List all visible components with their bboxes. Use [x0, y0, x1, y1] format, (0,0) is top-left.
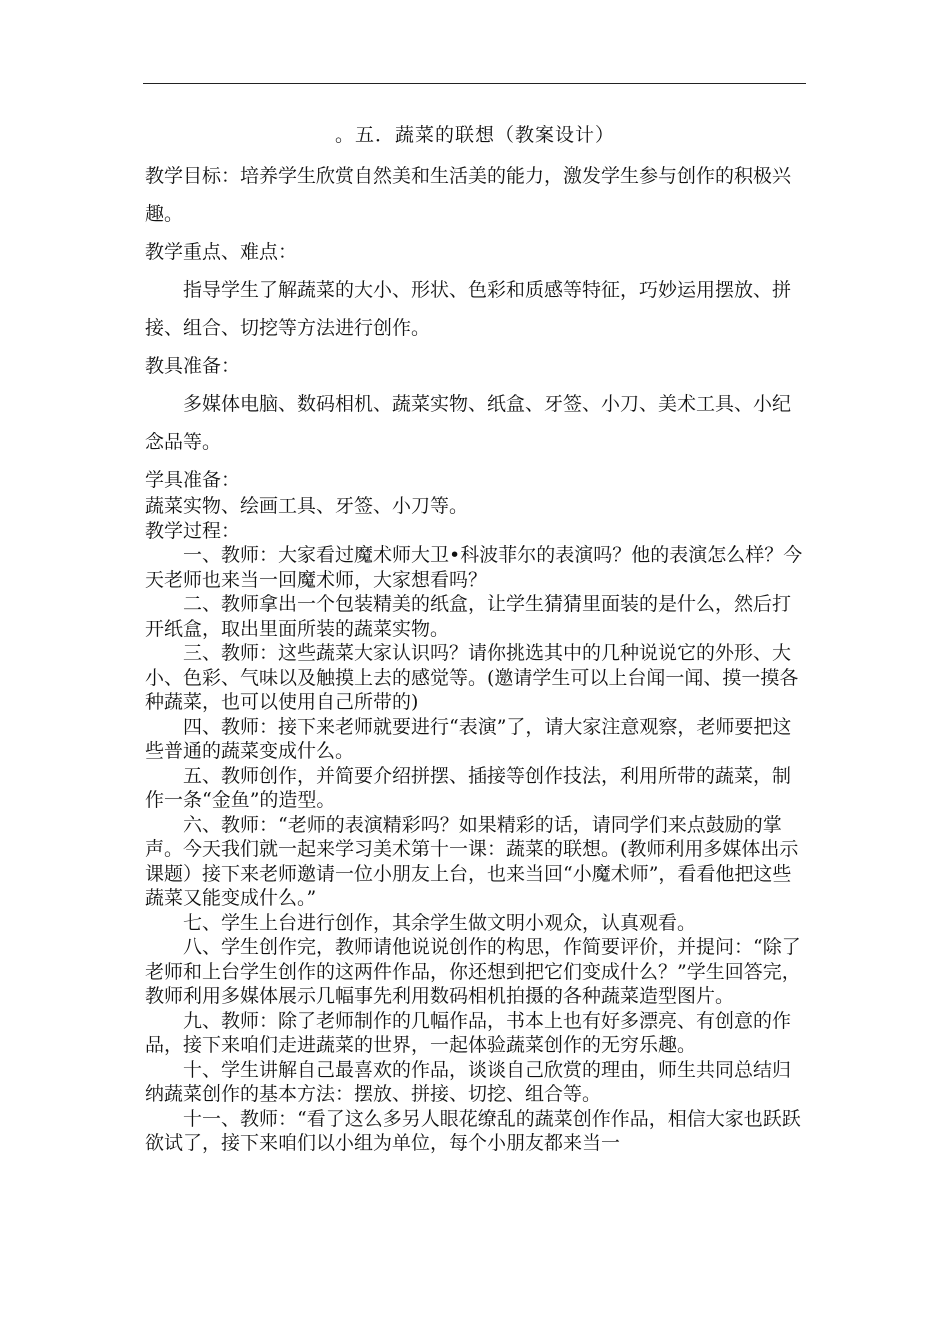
key-points-body: 指导学生了解蔬菜的大小、形状、色彩和质感等特征，巧妙运用摆放、拼接、组合、切挖等方法进行创作。: [145, 279, 792, 339]
learning-aids-heading: 学具准备：: [145, 469, 241, 491]
process-step-11: 十一、教师：“看了这么多另人眼花缭乱的蔬菜创作作品，相信大家也跃跃欲试了，接下来咱们以小组为单位，每个小朋友都来当一: [145, 1107, 801, 1154]
process-heading: 教学过程：: [145, 519, 241, 542]
teaching-aids-body: 多媒体电脑、数码相机、蔬菜实物、纸盒、牙签、小刀、美术工具、小纪念品等。: [145, 393, 792, 453]
process-step-3: 三、教师：这些蔬菜大家认识吗？请你挑选其中的几种说说它的外形、大小、色彩、气味以及触摸上去的感觉等。(邀请学生可以上台闻一闻、摸一摸各种蔬菜，也可以使用自己所带的): [145, 642, 799, 713]
upper-section: [145, 157, 807, 507]
teaching-aids-heading: 教具准备：: [145, 355, 241, 377]
teaching-goal: 教学目标：培养学生欣赏自然美和生活美的能力，激发学生参与创作的积极兴趣。: [145, 165, 792, 225]
process-section: [145, 494, 807, 1156]
process-step-8: 八、学生创作完，教师请他说说创作的构思，作简要评价，并提问：“除了老师和上台学生创作的这两件作品，你还想到把它们变成什么？”学生回答完，教师利用多媒体展示几幅事先利用数码相机拍摄的各种蔬菜造型图片。: [145, 936, 801, 1007]
document-title: 。五．蔬菜的联想（教案设计）: [334, 124, 615, 146]
process-step-4: 四、教师：接下来老师就要进行“表演”了，请大家注意观察，老师要把这些普通的蔬菜变成什么。: [145, 715, 792, 762]
process-step-1: 一、教师：大家看过魔术师大卫•科波菲尔的表演吗？他的表演怎么样？今天老师也来当一回魔术师，大家想看吗？: [145, 544, 803, 591]
process-step-9: 九、教师：除了老师制作的几幅作品，书本上也有好多漂亮、有创意的作品，接下来咱们走进蔬菜的世界，一起体验蔬菜创作的无穷乐趣。: [145, 1009, 792, 1056]
process-step-6: 六、教师：“老师的表演精彩吗？如果精彩的话，请同学们来点鼓励的掌声。今天我们就一起来学习美术第十一课：蔬菜的联想。(教师利用多媒体出示课题）接下来老师邀请一位小朋友上台，也来当回“小魔术师”，看看他把这些蔬菜又能变成什么。”: [145, 813, 799, 909]
process-step-10: 十、学生讲解自己最喜欢的作品，谈谈自己欣赏的理由，师生共同总结归纳蔬菜创作的基本方法：摆放、拼接、切挖、组合等。: [145, 1058, 792, 1105]
key-points-heading: 教学重点、难点：: [145, 241, 298, 263]
process-step-5: 五、教师创作，并简要介绍拼摆、插接等创作技法，利用所带的蔬菜，制作一条“金鱼”的造型。: [145, 764, 792, 811]
header-rule: [143, 83, 806, 84]
process-step-7: 七、学生上台进行创作，其余学生做文明小观众，认真观看。: [183, 911, 697, 934]
learning-aids-body: 蔬菜实物、绘画工具、牙签、小刀等。: [145, 495, 469, 517]
process-step-2: 二、教师拿出一个包装精美的纸盒，让学生猜猜里面装的是什么，然后打开纸盒，取出里面所装的蔬菜实物。: [145, 593, 792, 640]
